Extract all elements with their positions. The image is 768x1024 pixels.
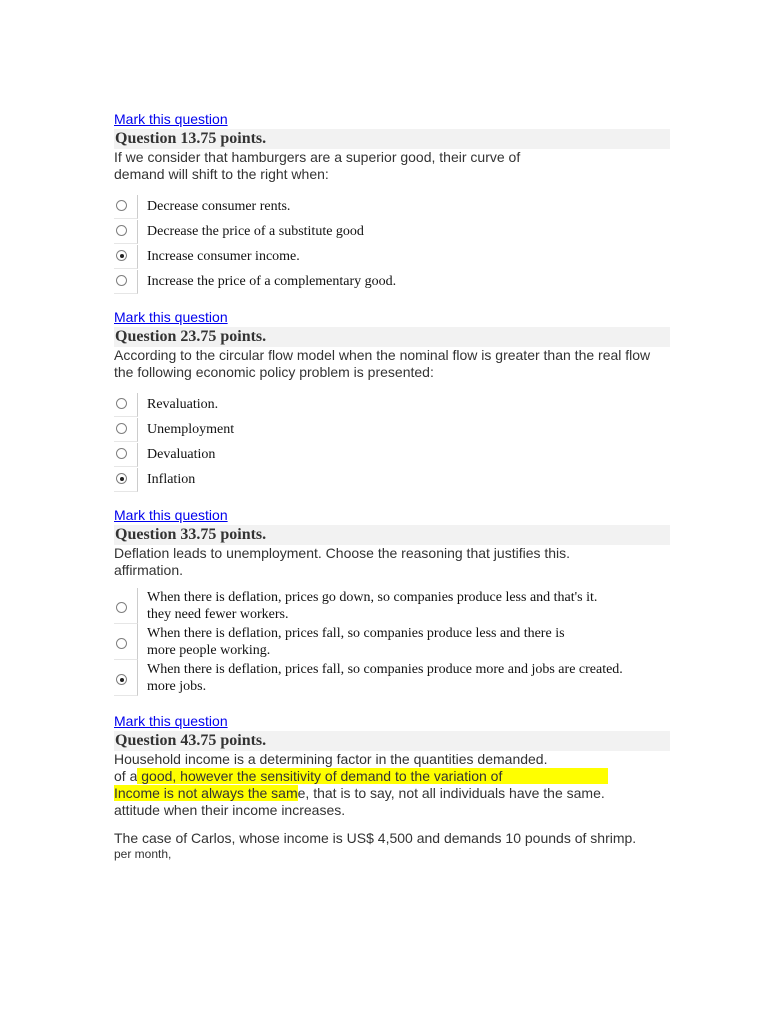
question-3-prompt [114,545,670,579]
radio-button[interactable] [116,423,127,434]
question-2-options [114,393,670,493]
option-label: Decrease consumer rents. [147,199,291,214]
radio-button[interactable] [116,225,127,236]
radio-cell [114,588,138,624]
question-4-title: Question 43.75 points. [114,731,670,751]
option[interactable] [114,393,670,418]
radio-cell [114,418,138,442]
radio-cell [114,270,138,294]
radio-button-selected[interactable] [116,674,127,685]
option-label: Increase consumer income. [147,249,300,264]
question-4 [114,713,670,861]
prompt-line: the following economic policy problem is presented: [114,364,434,380]
radio-button[interactable] [116,602,127,613]
option-label: Revaluation. [147,397,219,412]
question-3-title: Question 33.75 points. [114,525,670,545]
question-1 [114,111,670,295]
radio-cell [114,245,138,269]
radio-button[interactable] [116,638,127,649]
option-label-line: When there is deflation, prices fall, so companies produce less and there is [147,626,565,641]
prompt-line [114,785,670,802]
case-line: The case of Carlos, whose income is US$ 4,500 and demands 10 pounds of shrimp. [114,830,637,846]
prompt-line [114,768,670,785]
prompt-line: Household income is a determining factor in the quantities demanded. [114,751,548,767]
radio-cell [114,468,138,492]
option[interactable] [114,468,670,493]
radio-button-selected[interactable] [116,250,127,261]
prompt-line: attitude when their income increases. [114,802,346,818]
question-2-title: Question 23.75 points. [114,327,670,347]
question-1-title: Question 13.75 points. [114,129,670,149]
option[interactable] [114,590,670,626]
prompt-text: of a [114,768,138,784]
highlighted-text: good, however the sensitivity of demand to the variation of [137,768,608,784]
option-label-line: more people working. [147,642,271,658]
option-label: Unemployment [147,422,235,437]
question-1-options [114,195,670,295]
option-label [147,662,623,695]
question-3-options [114,590,670,698]
mark-question-4-link[interactable]: Mark this question [114,713,228,729]
option-label: Decrease the price of a substitute good [147,224,364,239]
prompt-line: Deflation leads to unemployment. Choose the reasoning that justifies this. [114,545,571,561]
option-label-line: more jobs. [147,678,207,694]
radio-cell [114,195,138,219]
option-label-line: When there is deflation, prices fall, so companies produce more and jobs are created. [147,662,623,677]
question-4-prompt [114,751,670,861]
prompt-text: e, that is to say, not all individuals have the same. [297,785,605,801]
radio-cell [114,660,138,696]
option[interactable] [114,443,670,468]
prompt-line: affirmation. [114,562,183,578]
option[interactable] [114,195,670,220]
option[interactable] [114,626,670,662]
mark-question-1-link[interactable]: Mark this question [114,111,228,127]
question-2-prompt [114,347,670,381]
mark-question-2-link[interactable]: Mark this question [114,309,228,325]
option-label [147,590,597,623]
mark-question-3-link[interactable]: Mark this question [114,507,228,523]
case-line: per month, [114,847,172,861]
prompt-line: demand will shift to the right when: [114,166,329,182]
option[interactable] [114,418,670,443]
radio-button[interactable] [116,398,127,409]
option-label [147,626,565,659]
option[interactable] [114,245,670,270]
option-label-line: When there is deflation, prices go down, so companies produce less and that's it. [147,590,598,605]
option[interactable] [114,270,670,295]
question-3 [114,507,670,698]
option-label: Inflation [147,472,196,487]
option[interactable] [114,662,670,698]
highlighted-text: Income is not always the sam [114,785,298,801]
radio-cell [114,624,138,660]
option-label: Devaluation [147,447,216,462]
radio-button[interactable] [116,200,127,211]
prompt-line: According to the circular flow model when the nominal flow is greater than the real flow [114,347,651,363]
radio-cell [114,393,138,417]
radio-button[interactable] [116,275,127,286]
radio-button[interactable] [116,448,127,459]
option[interactable] [114,220,670,245]
radio-cell [114,443,138,467]
radio-button-selected[interactable] [116,473,127,484]
option-label: Increase the price of a complementary good. [147,274,397,289]
question-1-prompt [114,149,670,183]
option-label-line: they need fewer workers. [147,606,289,622]
prompt-line: If we consider that hamburgers are a superior good, their curve of [114,149,521,165]
radio-cell [114,220,138,244]
question-2 [114,309,670,493]
